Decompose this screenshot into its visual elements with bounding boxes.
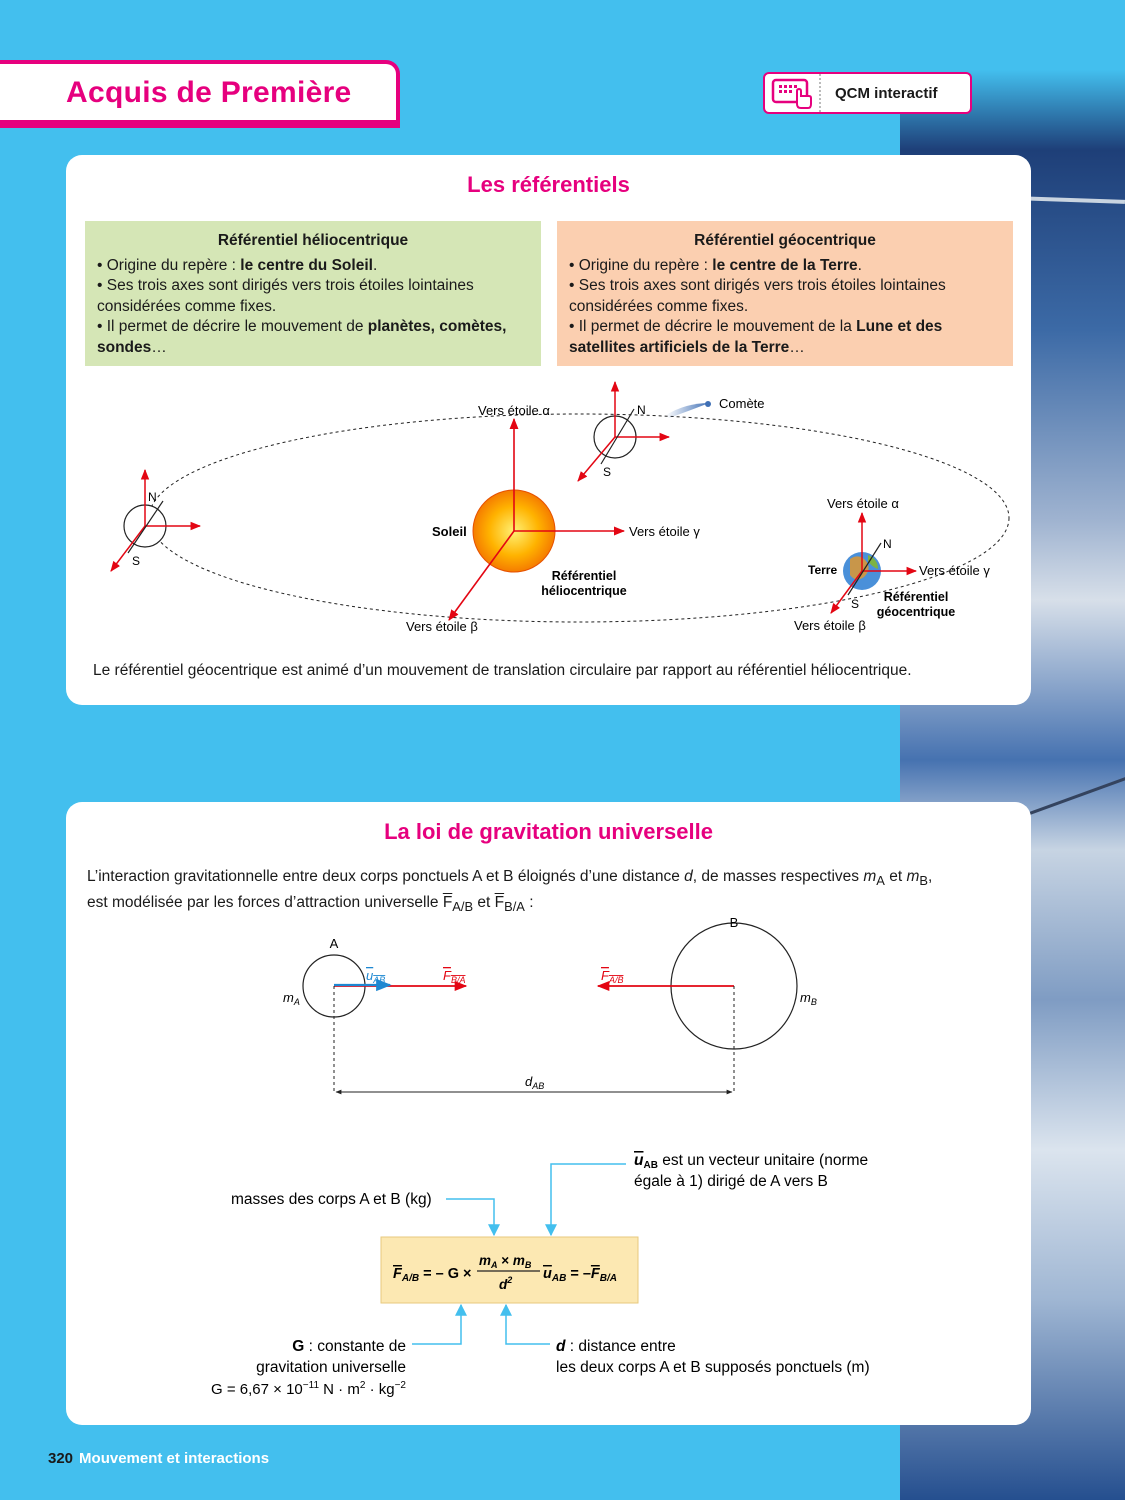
page-footer <box>48 1450 269 1467</box>
annotation-masses: masses des corps A et B (kg) <box>231 1191 432 1208</box>
orbit-diagram <box>66 373 1031 643</box>
label-south: S <box>851 597 860 611</box>
bullet-axes: • Ses trois axes sont dirigés vers trois étoiles lointaines considérées comme fixes. <box>569 277 946 315</box>
label-d-ab: $d_{AB}$ <box>525 1074 545 1091</box>
header-tab <box>0 60 400 122</box>
label-b: B <box>729 915 739 930</box>
formula-right: $u_{AB} = -F_{B/A}$ <box>543 1266 617 1284</box>
label-north: N <box>148 490 157 504</box>
formula-left: $F_{A/B}$ = – G × <box>393 1266 472 1284</box>
label-vers-beta: Vers étoile β <box>406 619 478 634</box>
annotation-d: d : distance entre <box>556 1338 676 1355</box>
callout-d <box>506 1305 550 1344</box>
heliocentric-box <box>85 221 541 366</box>
sky-line <box>1024 766 1125 817</box>
geocentric-box <box>557 221 1013 366</box>
gravitation-card <box>66 802 1031 1425</box>
callout-masses <box>446 1199 494 1235</box>
earth-position-left <box>111 470 200 571</box>
qcm-label: QCM interactif <box>835 84 938 102</box>
bullet-axes: • Ses trois axes sont dirigés vers trois étoiles lointaines considérées comme fixes. <box>97 277 474 315</box>
header-underline <box>0 120 400 128</box>
referentiels-card <box>66 155 1031 705</box>
callout-u <box>551 1164 626 1235</box>
label-ref-helio-2: héliocentrique <box>541 584 627 598</box>
formula-numerator: $m_A \times m_B$ <box>479 1253 532 1270</box>
label-vers-gamma: Vers étoile γ <box>919 563 990 578</box>
label-u-ab: $u_{AB}$ <box>366 968 386 985</box>
callout-g <box>412 1305 461 1344</box>
earth-position-top <box>578 382 669 481</box>
heliocentric-heading: Référentiel héliocentrique <box>217 232 409 249</box>
comet <box>666 401 711 418</box>
translation-statement: Le référentiel géocentrique est animé d’un mouvement de translation circulaire par rapport au référentiel héliocentrique. <box>93 662 912 679</box>
label-soleil: Soleil <box>432 524 467 539</box>
formula-denominator: $d^2$ <box>499 1275 513 1292</box>
label-f-ba: $F_{B/A}$ <box>443 968 466 985</box>
label-terre: Terre <box>808 563 838 577</box>
annotation-g-line2: gravitation universelle <box>256 1359 406 1376</box>
bullet-origin: • Origine du repère : le centre de la Terre. <box>569 256 862 274</box>
page-number: 320 <box>48 1450 74 1467</box>
label-vers-alpha: Vers étoile α <box>478 403 550 418</box>
body-b <box>598 923 797 1094</box>
label-vers-beta: Vers étoile β <box>794 618 866 633</box>
section-title: Les référentiels <box>467 172 630 197</box>
annotation-d-line2: les deux corps A et B supposés ponctuels (m) <box>556 1359 870 1376</box>
gravitation-intro: L’interaction gravitationnelle entre deux corps ponctuels A et B éloignés d’une distance d, de masses respectives $m_A$ et $m_B$, est modélisée par les forces d’attraction universelle $\overline{F}_{A/B}$ et $\overline{F}_{B/A}$ : <box>87 868 933 915</box>
label-a: A <box>329 936 339 951</box>
bullet-usage: • Il permet de décrire le mouvement de planètes, comètes, sondes… <box>97 318 507 356</box>
section-title: La loi de gravitation universelle <box>384 819 713 844</box>
bullet-origin: • Origine du repère : le centre du Soleil. <box>97 256 378 274</box>
label-f-ab: $F_{A/B}$ <box>601 968 624 985</box>
label-ma: $m_A$ <box>283 990 300 1007</box>
label-ref-geo-2: géocentrique <box>876 605 956 619</box>
label-vers-gamma: Vers étoile γ <box>629 524 700 539</box>
geocentric-heading: Référentiel géocentrique <box>694 232 876 249</box>
page-title: Acquis de Première <box>66 76 352 109</box>
footer-section: Mouvement et interactions <box>79 1450 270 1467</box>
label-north: N <box>883 537 892 551</box>
label-south: S <box>132 554 141 568</box>
gravitation-diagram <box>66 914 1031 1414</box>
label-mb: $m_B$ <box>800 990 817 1007</box>
label-ref-helio-1: Référentiel <box>551 569 617 583</box>
bullet-usage: • Il permet de décrire le mouvement de la Lune et des satellites artificiels de la Terre… <box>569 318 943 356</box>
label-comete: Comète <box>719 396 765 411</box>
label-south: S <box>603 465 612 479</box>
qcm-interactive-button[interactable] <box>763 72 972 114</box>
label-north: N <box>637 403 646 417</box>
annotation-u-line2: égale à 1) dirigé de A vers B <box>634 1173 828 1190</box>
label-vers-alpha: Vers étoile α <box>827 496 899 511</box>
touch-screen-icon <box>765 74 821 112</box>
label-ref-geo-1: Référentiel <box>883 590 949 604</box>
annotation-u: uAB est un vecteur unitaire (norme <box>634 1152 869 1171</box>
annotation-g: G : constante de <box>292 1338 406 1355</box>
annotation-g-value: $G = 6,67 \times 10^{-11}$ $N \cdot m^2 \cdot kg^{-2}$ <box>211 1380 406 1398</box>
